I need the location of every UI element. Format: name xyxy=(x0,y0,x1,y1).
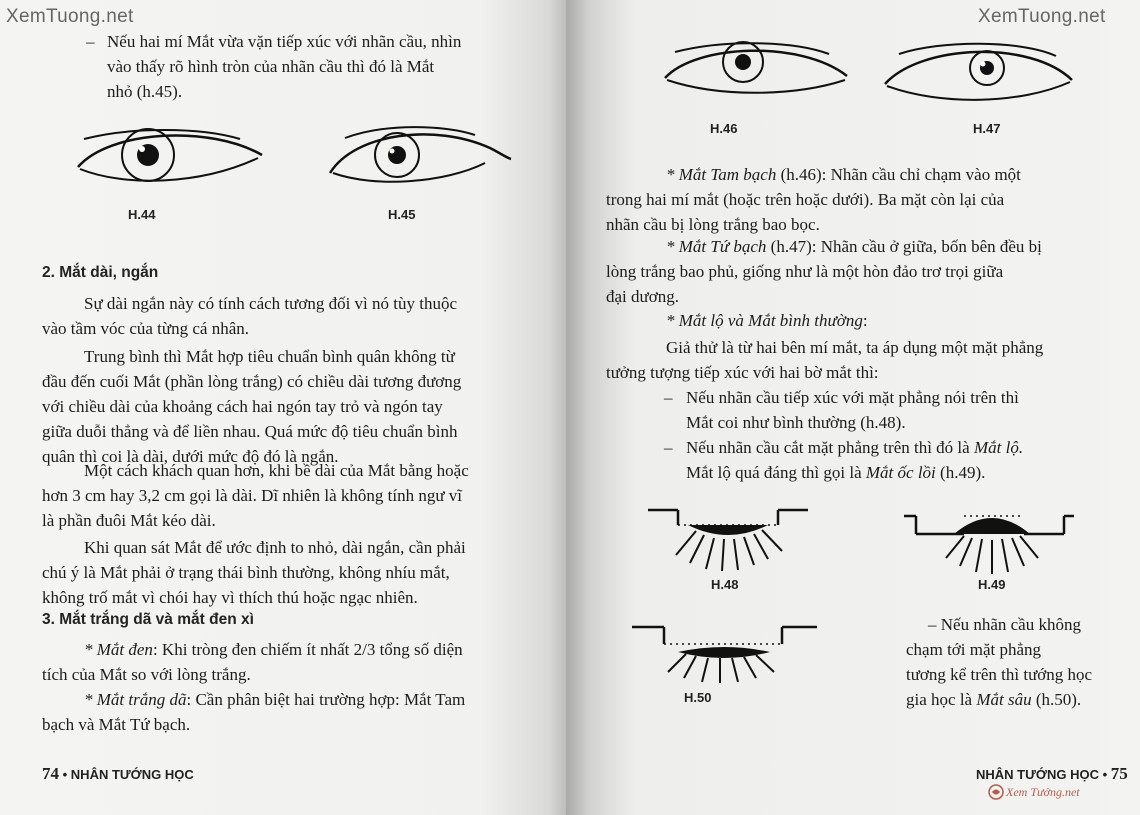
section-heading-3: 3. Mắt trắng dã và mắt đen xì xyxy=(42,611,254,628)
text-line: Mắt coi như bình thường (h.48). xyxy=(686,413,906,432)
text-line xyxy=(686,435,1111,460)
running-title-right: NHÂN TƯỚNG HỌC • xyxy=(976,767,1108,782)
para-s2-1 xyxy=(42,291,532,341)
running-title-left: • NHÂN TƯỚNG HỌC xyxy=(62,767,194,782)
text-span: (h.47): Nhãn cầu ở giữa, bốn bên đều bị xyxy=(766,237,1042,256)
text-line: đại dương. xyxy=(606,287,679,306)
figure-caption-h44: H.44 xyxy=(128,207,156,222)
text-line: Sự dài ngắn này có tính cách tương đối vì nó tùy thuộc xyxy=(84,294,458,313)
text-line: tưởng tượng tiếp xúc với hai bờ mắt thì: xyxy=(606,363,879,382)
dash-mark: – xyxy=(664,388,673,407)
figure-caption-h46: H.46 xyxy=(710,121,738,136)
text-line: Một cách khách quan hơn, khi bề dài của Mắt bằng hoặc xyxy=(84,461,469,480)
para-mat-lo-label xyxy=(666,308,1111,333)
para-mat-tam-bach xyxy=(606,162,1111,237)
footer-right xyxy=(976,764,1128,784)
text-span: : xyxy=(862,311,868,330)
eye-figure-h44 xyxy=(70,125,270,195)
para-mat-phang xyxy=(606,335,1111,385)
text-line xyxy=(606,162,1111,187)
text-line: hơn 3 cm hay 3,2 cm gọi là dài. Dĩ nhiên là không tính ngư vĩ xyxy=(42,486,463,505)
para-mat-nho xyxy=(107,29,531,104)
text-line: nhỏ (h.45). xyxy=(107,82,183,101)
text-line: là phần đuôi Mắt kéo dài. xyxy=(42,511,216,530)
site-logo: Xem Tướng.net xyxy=(1006,785,1080,799)
eyelid-diagram-h49 xyxy=(904,506,1074,578)
figure-caption-h45: H.45 xyxy=(388,207,416,222)
right-page xyxy=(566,0,1140,815)
text-line xyxy=(606,234,1111,259)
text-span: (h.46): Nhãn cầu chỉ chạm vào một xyxy=(776,165,1021,184)
para-s2-2 xyxy=(42,344,532,469)
section-heading-2: 2. Mắt dài, ngắn xyxy=(42,264,159,281)
eye-figure-h45 xyxy=(325,123,515,193)
text-line: lòng trắng bao phủ, giống như là một hòn đảo trơ trọi giữa xyxy=(606,262,1004,281)
figure-caption-h49: H.49 xyxy=(978,577,1006,592)
text-line: trong hai mí mắt (hoặc trên hoặc dưới). Ba mặt còn lại của xyxy=(606,190,1005,209)
text-span: : Khi tròng đen chiếm ít nhất 2/3 tổng số diện xyxy=(152,640,463,659)
left-page xyxy=(0,0,566,815)
eye-figure-h46 xyxy=(661,40,851,102)
text-span: Nếu nhãn cầu cắt mặt phẳng trên thì đó là xyxy=(686,438,974,457)
term-mat-trang-da: * Mắt trắng dã xyxy=(84,690,187,709)
text-line: không trố mắt vì chói hay vì thích thú hoặc ngạc nhiên. xyxy=(42,588,418,607)
text-line: – Nếu nhãn cầu không xyxy=(928,615,1081,634)
para-s2-3 xyxy=(42,458,532,533)
text-line: Giả thử là từ hai bên mí mắt, ta áp dụng một mặt phẳng xyxy=(666,338,1044,357)
term-mat-tu-bach: * Mắt Tứ bạch xyxy=(666,237,767,256)
para-mat-sau xyxy=(906,612,1116,712)
eyelid-diagram-h50 xyxy=(632,622,822,684)
text-line: đầu đến cuối Mắt (phần lòng trắng) có chiều dài tương đương xyxy=(42,372,462,391)
eye-figure-h47 xyxy=(881,40,1076,110)
text-span: : Cần phân biệt hai trường hợp: Mắt Tam xyxy=(186,690,466,709)
dash-mark: – xyxy=(86,32,95,51)
page-number-right: 75 xyxy=(1110,764,1128,783)
bullet-mat-lo xyxy=(686,435,1111,485)
text-line xyxy=(686,460,1111,485)
bullet-binh-thuong xyxy=(686,385,1111,435)
text-line: nhãn cầu bị lòng trắng bao bọc. xyxy=(606,215,820,234)
para-s2-4 xyxy=(42,535,532,610)
text-line: quân thì coi là dài, dưới mức độ đó là ngắn. xyxy=(42,447,339,466)
text-span: (h.49). xyxy=(935,463,986,482)
eyelid-diagram-h48 xyxy=(648,505,808,575)
dash-mark: – xyxy=(664,438,673,457)
text-line xyxy=(42,687,532,712)
page-number-left: 74 xyxy=(42,764,59,783)
text-line: tích của Mắt so với lòng trắng. xyxy=(42,665,251,684)
term-mat-sau: Mắt sâu xyxy=(976,690,1032,709)
text-line: vào thấy rõ hình tròn của nhãn cầu thì đó là Mắt xyxy=(107,57,435,76)
text-line: bạch và Mắt Tứ bạch. xyxy=(42,715,191,734)
figure-caption-h47: H.47 xyxy=(973,121,1001,136)
term-mat-oc-loi: Mắt ốc lồi xyxy=(865,463,936,482)
figure-caption-h50: H.50 xyxy=(684,690,712,705)
para-mat-tu-bach xyxy=(606,234,1111,309)
term-mat-lo: * Mắt lộ và Mắt bình thường xyxy=(666,311,863,330)
figure-caption-h48: H.48 xyxy=(711,577,739,592)
text-line: Nếu nhãn cầu tiếp xúc với mặt phẳng nói trên thì xyxy=(686,388,1019,407)
text-line xyxy=(42,637,532,662)
text-line xyxy=(666,308,1111,333)
text-line: Nếu hai mí Mắt vừa vặn tiếp xúc với nhãn cầu, nhìn xyxy=(107,32,462,51)
para-mat-den xyxy=(42,637,532,687)
term-mat-tam-bach: * Mắt Tam bạch xyxy=(666,165,777,184)
watermark-left: XemTuong.net xyxy=(6,6,134,27)
watermark-right: XemTuong.net xyxy=(978,6,1106,27)
text-span: (h.50). xyxy=(1031,690,1082,709)
text-line: chú ý là Mắt phải ở trạng thái bình thường, không nhíu mắt, xyxy=(42,563,450,582)
text-span: gia học là xyxy=(906,690,977,709)
term-mat-lo-inline: Mắt lộ. xyxy=(973,438,1024,457)
text-line: tương kể trên thì tướng học xyxy=(906,665,1093,684)
text-line: Trung bình thì Mắt hợp tiêu chuẩn bình quân không từ xyxy=(84,347,455,366)
text-line: Khi quan sát Mắt để ước định to nhỏ, dài ngắn, cần phải xyxy=(84,538,466,557)
text-line: với chiều dài của khoảng cách hai ngón tay trỏ và ngón tay xyxy=(42,397,443,416)
text-line: giữa duỗi thẳng và để liền nhau. Quá mức độ tiêu chuẩn bình xyxy=(42,422,458,441)
para-mat-trang-da xyxy=(42,687,532,737)
term-mat-den: * Mắt đen xyxy=(84,640,153,659)
text-span: Mắt lộ quá đáng thì gọi là xyxy=(686,463,866,482)
text-line: chạm tới mặt phẳng xyxy=(906,640,1042,659)
text-line: vào tầm vóc của từng cá nhân. xyxy=(42,319,249,338)
logo-mark-icon xyxy=(988,784,1004,800)
footer-left xyxy=(42,764,194,784)
text-line xyxy=(906,687,1116,712)
